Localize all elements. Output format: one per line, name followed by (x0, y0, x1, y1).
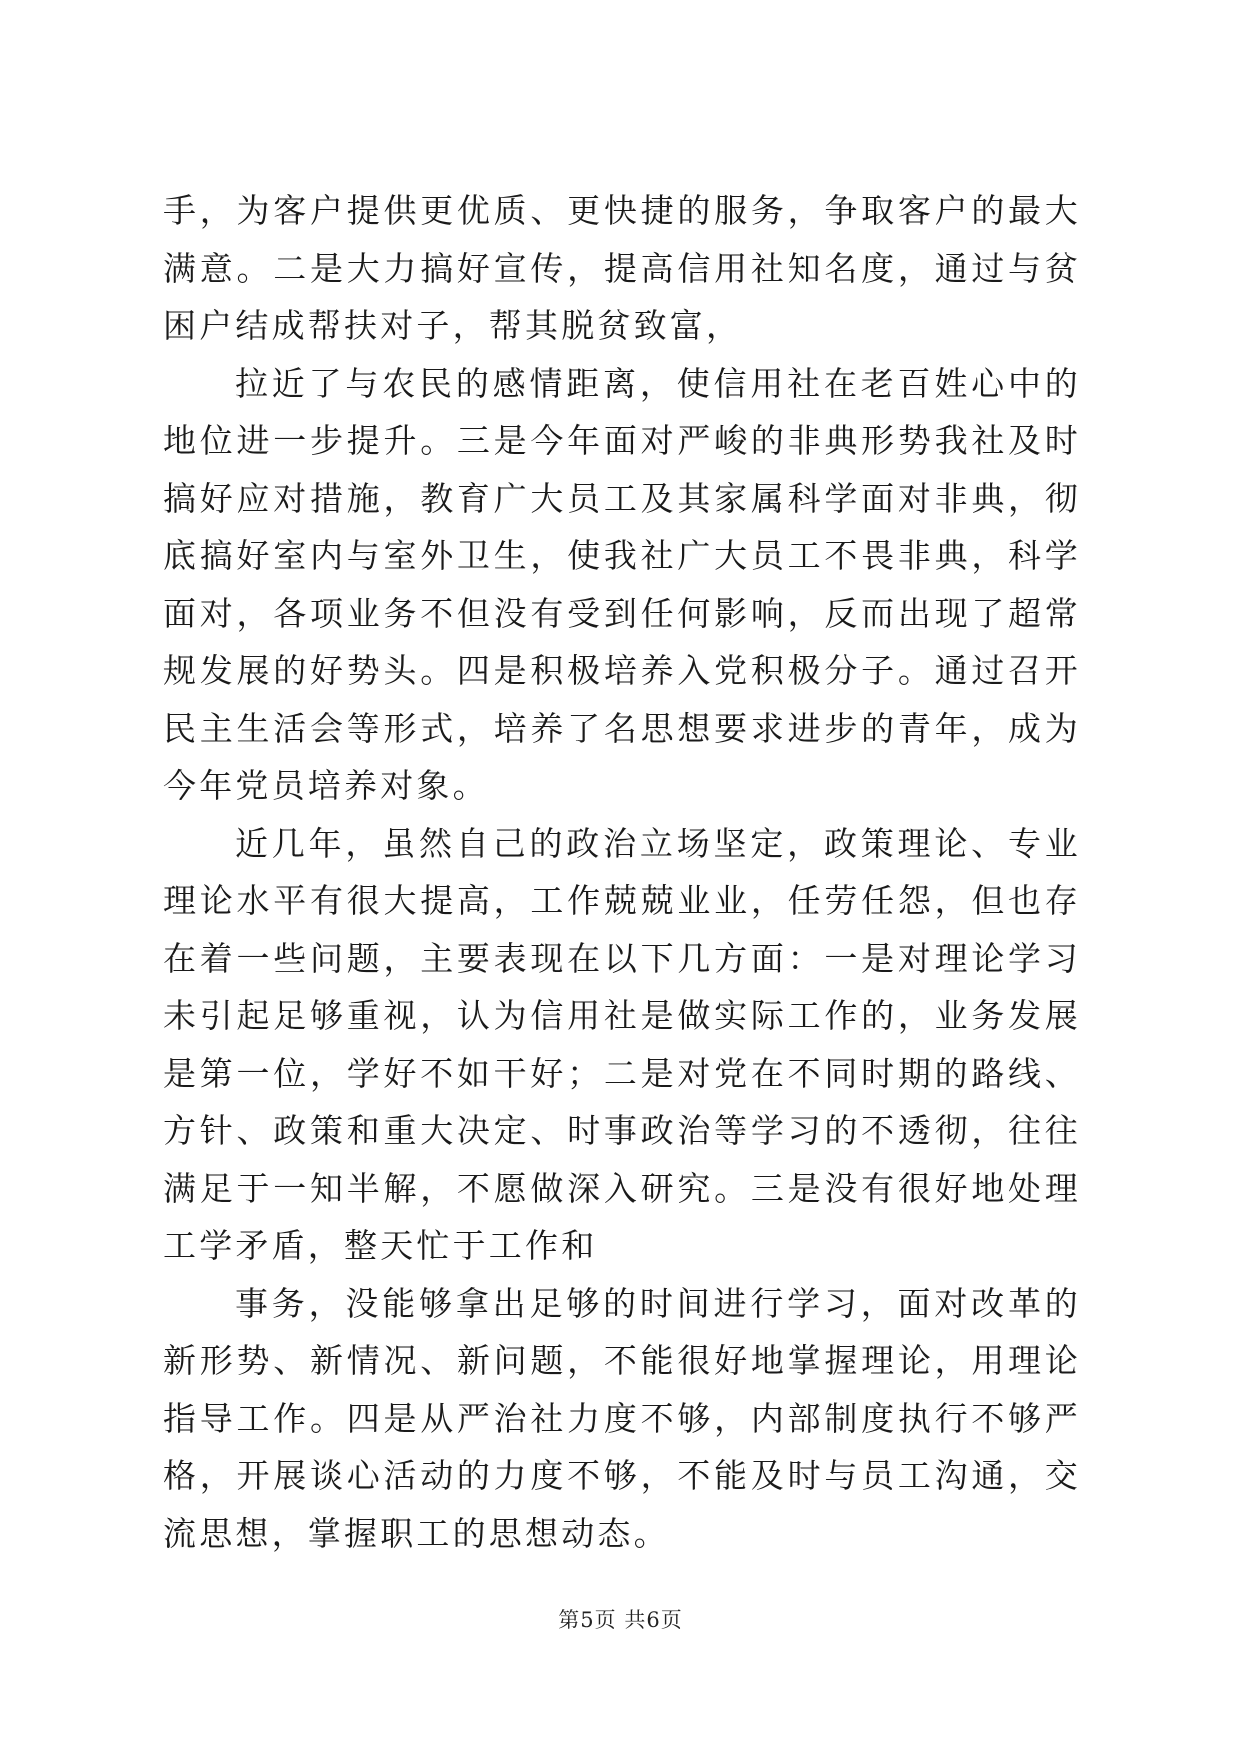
paragraph-emotional-distance: 拉近了与农民的感情距离，使信用社在老百姓心中的地位进一步提升。三是今年面对严峻的非典形势我社及时搞好应对措施，教育广大员工及其家属科学面对非典，彻底搞好室内与室外卫生，使我社广大员工不畏非典，科学面对，各项业务不但没有受到任何影响，反而出现了超常规发展的好势头。四是积极培养入党积极分子。通过召开民主生活会等形式，培养了名思想要求进步的青年，成为今年党员培养对象。 (163, 363, 1081, 805)
document-body (163, 182, 1081, 1562)
page-number-footer: 第5页 共6页 (558, 1608, 683, 1632)
paragraph-problems: 近几年，虽然自己的政治立场坚定，政策理论、专业理论水平有很大提高，工作兢兢业业，任劳任怨，但也存在着一些问题，主要表现在以下几方面：一是对理论学习未引起足够重视，认为信用社是做实际工作的，业务发展是第一位，学好不如干好；二是对党在不同时期的路线、方针、政策和重大决定、时事政治等学习的不透彻，往往满足于一知半解，不愿做深入研究。三是没有很好地处理工学矛盾，整天忙于工作和 (163, 823, 1081, 1265)
paragraph-continuation: 手，为客户提供更优质、更快捷的服务，争取客户的最大满意。二是大力搞好宣传，提高信用社知名度，通过与贫困户结成帮扶对子，帮其脱贫致富， (163, 191, 1081, 345)
paragraph-affairs: 事务，没能够拿出足够的时间进行学习，面对改革的新形势、新情况、新问题，不能很好地掌握理论，用理论指导工作。四是从严治社力度不够，内部制度执行不够严格，开展谈心活动的力度不够，不能及时与员工沟通，交流思想，掌握职工的思想动态。 (163, 1283, 1081, 1553)
